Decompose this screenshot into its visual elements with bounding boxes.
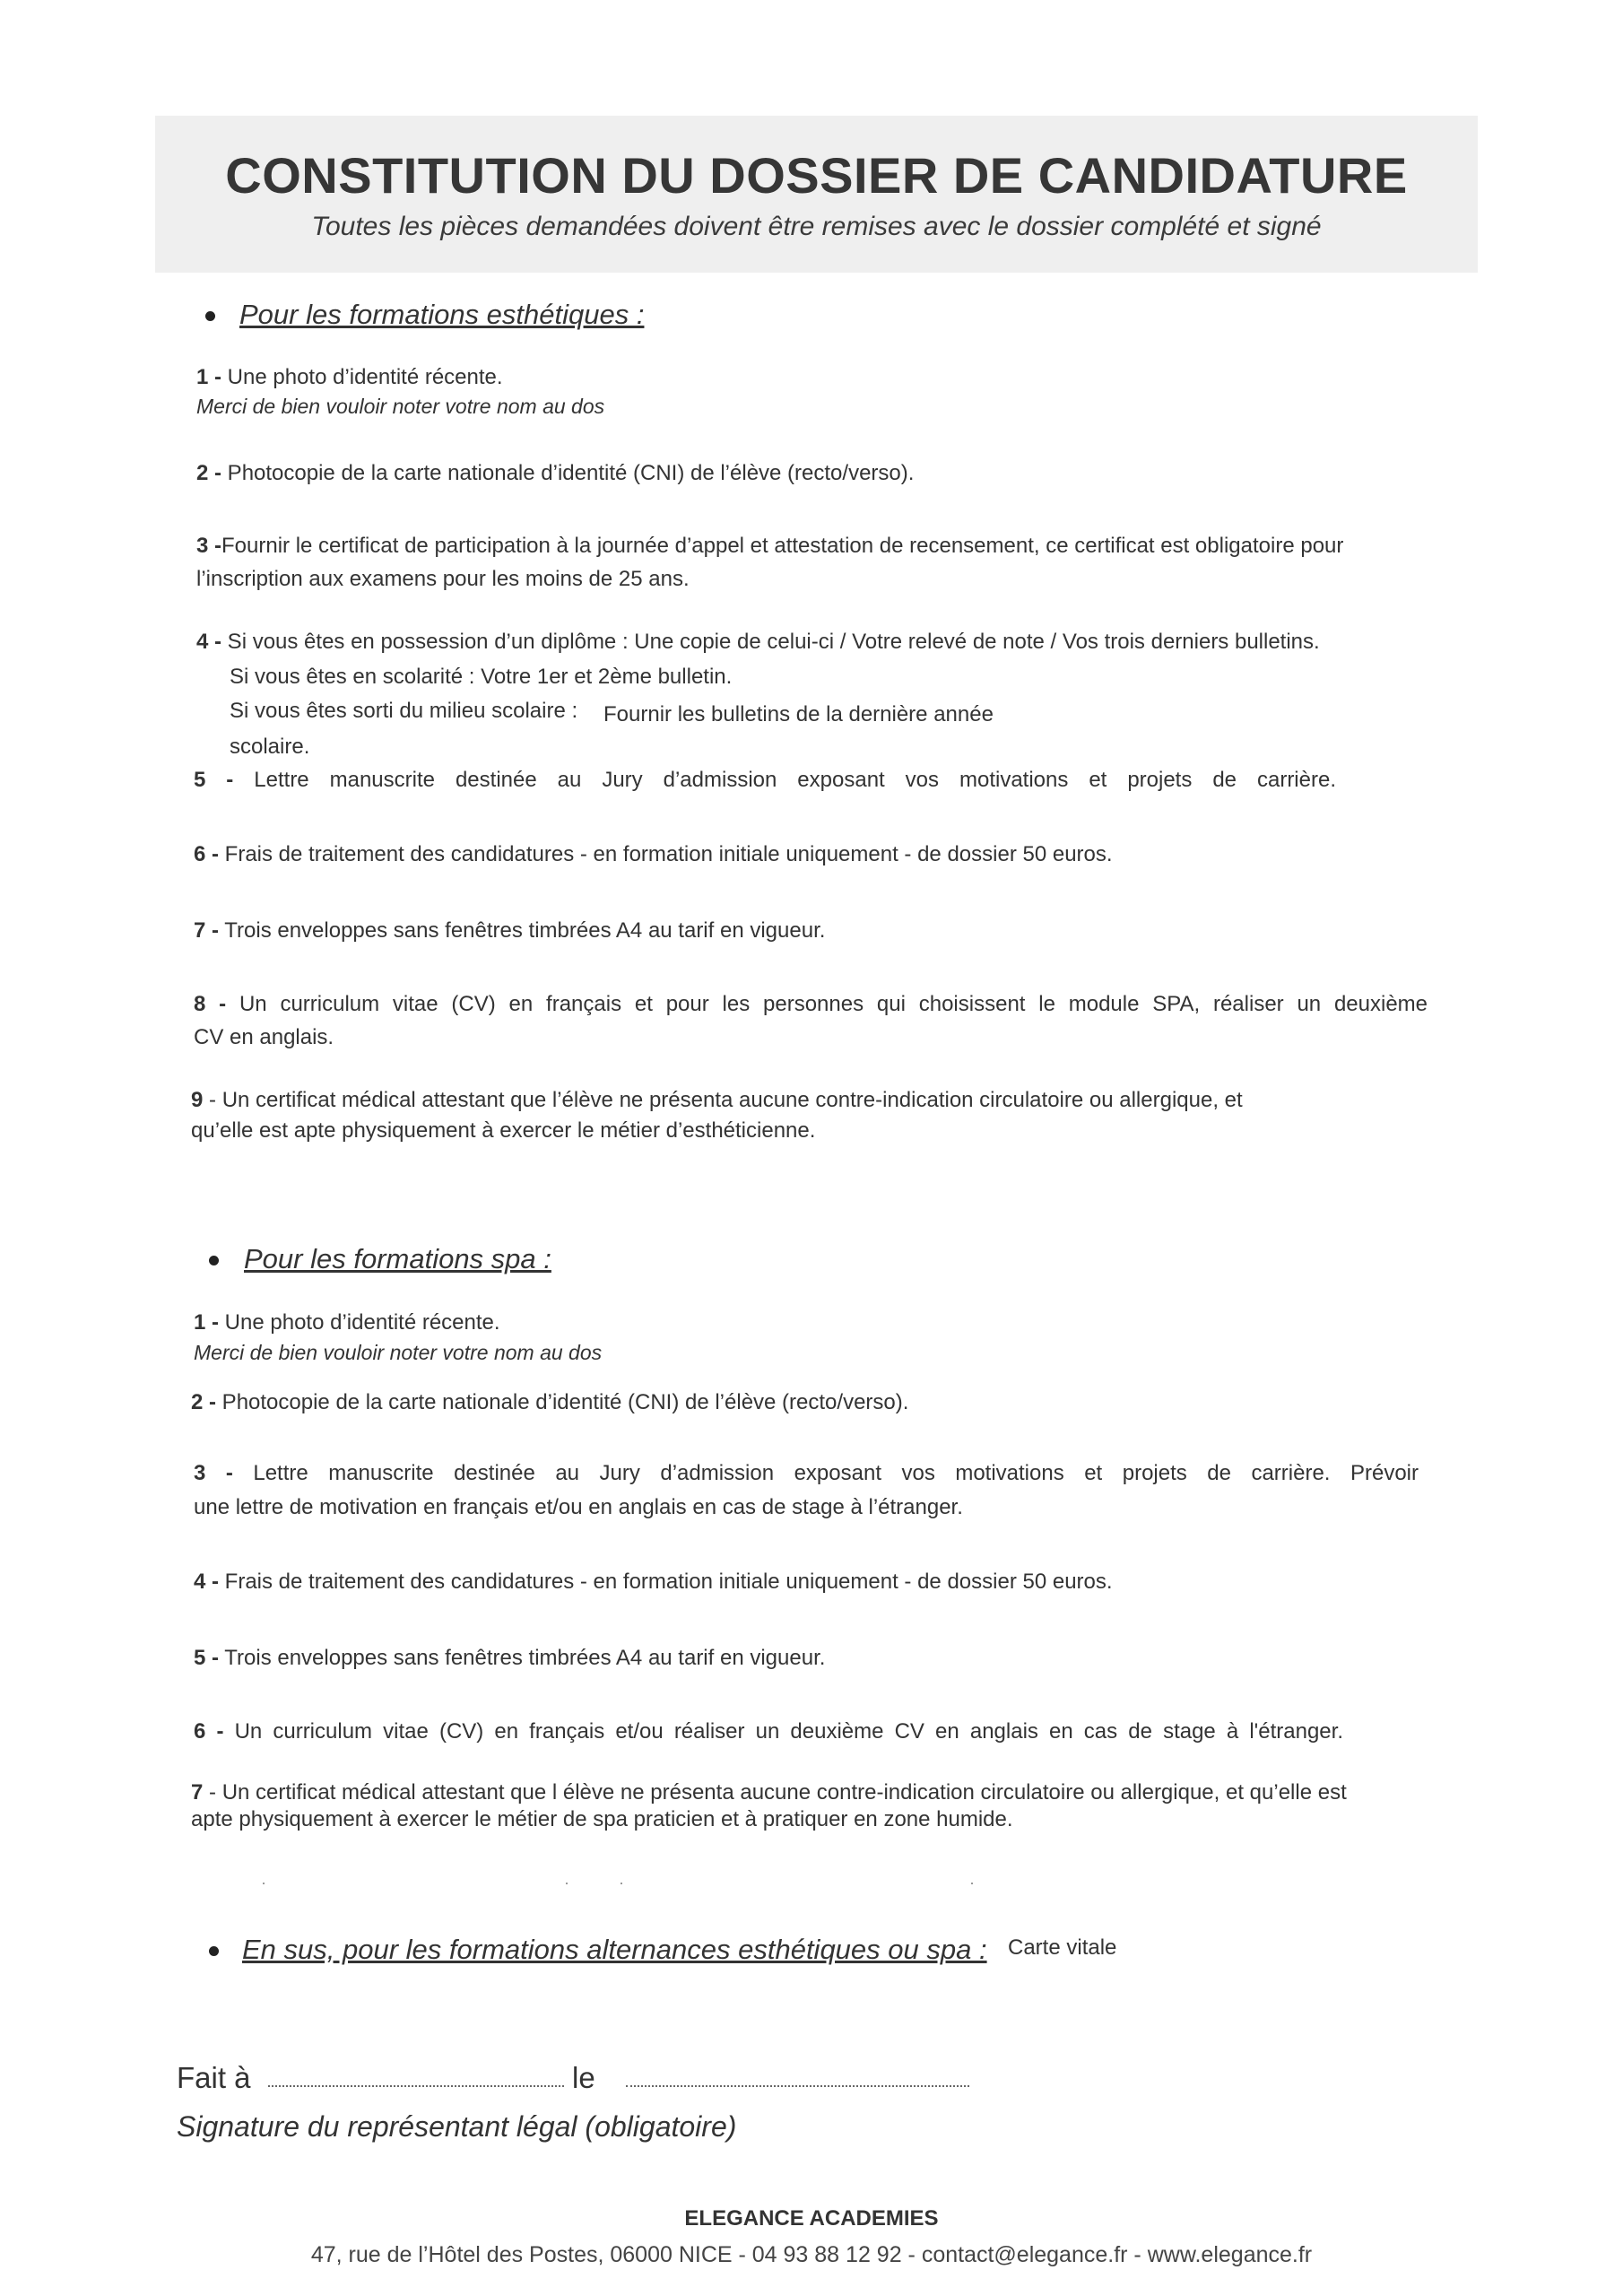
spa-item-3: 3 - Lettre manuscrite destinée au Jury d’admission exposant vos motivations et projets de carrière. Prévoir	[194, 1461, 1419, 1485]
esthetique-item-3: 3 -Fournir le certificat de participation à la journée d’appel et attestation de recensement, ce certificat est obligatoire pour	[196, 534, 1344, 558]
spa-item-4: 4 - Frais de traitement des candidatures - en formation initiale uniquement - de dossier 50 euros.	[194, 1570, 1113, 1594]
date-label: le	[572, 2061, 595, 2094]
esthetique-item-8: 8 - Un curriculum vitae (CV) en français et pour les personnes qui choisissent le module SPA, réaliser un deuxième	[194, 992, 1428, 1016]
bullet-icon	[209, 1946, 219, 1956]
page-title: CONSTITUTION DU DOSSIER DE CANDIDATURE	[225, 147, 1408, 204]
spa-item-7-line2: apte physiquement à exercer le métier de spa praticien et à pratiquer en zone humide.	[191, 1807, 1013, 1831]
spa-item-3-line2: une lettre de motivation en français et/ou en anglais en cas de stage à l’étranger.	[194, 1495, 963, 1519]
header-banner	[155, 116, 1478, 273]
section-heading-esthetique: Pour les formations esthétiques :	[239, 299, 645, 330]
esthetique-item-6: 6 - Frais de traitement des candidatures - en formation initiale uniquement - de dossier 50 euros.	[194, 842, 1113, 866]
fait-a-label: Fait à	[177, 2061, 251, 2094]
footer-address: 47, rue de l’Hôtel des Postes, 06000 NICE - 04 93 88 12 92 - contact@elegance.fr - www.elegance.fr	[310, 2242, 1313, 2267]
esthetique-item-4-line4: scolaire.	[230, 735, 310, 759]
esthetique-item-1: 1 - Une photo d’identité récente.	[196, 365, 503, 389]
esthetique-item-2: 2 - Photocopie de la carte nationale d’identité (CNI) de l’élève (recto/verso).	[196, 461, 915, 485]
spa-item-2: 2 - Photocopie de la carte nationale d’identité (CNI) de l’élève (recto/verso).	[191, 1390, 909, 1414]
speck	[621, 1883, 622, 1884]
esthetique-item-1-note: Merci de bien vouloir noter votre nom au dos	[196, 395, 605, 418]
esthetique-item-4-line3a: Si vous êtes sorti du milieu scolaire :	[230, 699, 578, 723]
esthetique-item-3-line2: l’inscription aux examens pour les moins de 25 ans.	[196, 567, 690, 591]
esthetique-item-5: 5 - Lettre manuscrite destinée au Jury d’admission exposant vos motivations et projets de carrière.	[194, 768, 1336, 792]
spa-item-5: 5 - Trois enveloppes sans fenêtres timbrées A4 au tarif en vigueur.	[194, 1646, 826, 1670]
section-heading-spa: Pour les formations spa :	[244, 1243, 551, 1274]
esthetique-item-4-line2: Si vous êtes en scolarité : Votre 1er et 2ème bulletin.	[230, 665, 733, 689]
date-field[interactable]	[626, 2085, 969, 2087]
footer-company-name: ELEGANCE ACADEMIES	[684, 2206, 939, 2231]
esthetique-item-4: 4 - Si vous êtes en possession d’un diplôme : Une copie de celui-ci / Votre relevé de note / Vos trois derniers bulletins.	[196, 630, 1320, 654]
section-heading-alternance: En sus, pour les formations alternances esthétiques ou spa :	[242, 1934, 987, 1965]
speck	[263, 1883, 265, 1884]
spa-item-6: 6 - Un curriculum vitae (CV) en français et/ou réaliser un deuxième CV en anglais en cas de stage à l'étranger.	[194, 1719, 1343, 1744]
bullet-icon	[205, 311, 215, 321]
esthetique-item-8-line2: CV en anglais.	[194, 1025, 334, 1049]
bullet-icon	[209, 1256, 219, 1265]
esthetique-item-9: 9 - Un certificat médical attestant que l’élève ne présenta aucune contre-indication circulatoire ou allergique, et	[191, 1088, 1243, 1112]
spa-item-7: 7 - Un certificat médical attestant que l élève ne présenta aucune contre-indication circulatoire ou allergique, et qu’elle est	[191, 1780, 1347, 1805]
fait-a-field[interactable]	[268, 2085, 564, 2087]
esthetique-item-7: 7 - Trois enveloppes sans fenêtres timbrées A4 au tarif en vigueur.	[194, 918, 826, 943]
esthetique-item-4-line3b: Fournir les bulletins de la dernière année	[603, 702, 994, 726]
page-subtitle: Toutes les pièces demandées doivent être remises avec le dossier complété et signé	[311, 212, 1322, 241]
speck	[971, 1883, 973, 1884]
spa-item-1-note: Merci de bien vouloir noter votre nom au dos	[194, 1341, 603, 1364]
alternance-value: Carte vitale	[1008, 1935, 1117, 1960]
spa-item-1: 1 - Une photo d’identité récente.	[194, 1310, 500, 1335]
esthetique-item-9-line2: qu’elle est apte physiquement à exercer le métier d’esthéticienne.	[191, 1118, 816, 1143]
speck	[566, 1883, 568, 1884]
signature-label: Signature du représentant légal (obligatoire)	[177, 2110, 737, 2143]
